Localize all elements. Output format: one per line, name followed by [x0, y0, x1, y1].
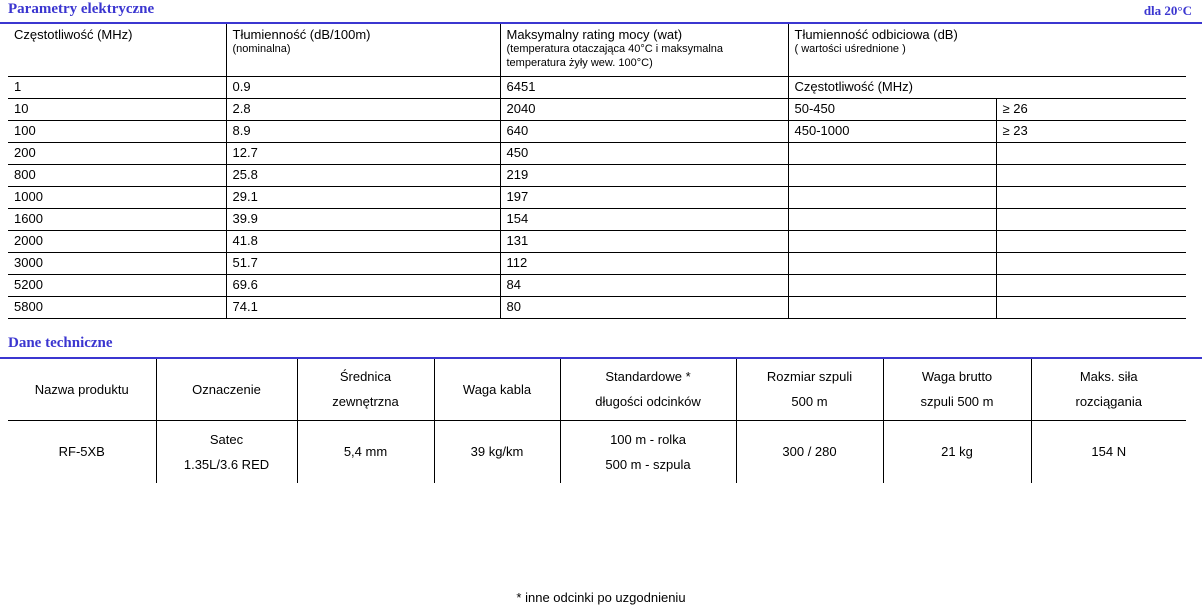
electrical-section-title: Parametry elektryczne [8, 1, 155, 17]
cell-return-loss-range [788, 208, 996, 230]
cell-frequency: 2000 [8, 230, 226, 252]
header-attenuation-sub: (nominalna) [232, 43, 291, 55]
cell-standard-lengths [560, 421, 736, 483]
header-outer-diameter-line1: Średnica [339, 369, 392, 385]
cell-attenuation: 2.8 [226, 98, 500, 120]
header-frequency [8, 24, 226, 76]
header-designation-line1: Oznaczenie [192, 381, 261, 397]
cell-cable-weight [434, 421, 560, 483]
cell-gross-weight-value: 21 kg [941, 444, 973, 460]
header-gross-weight-line1: Waga brutto [921, 369, 993, 385]
header-power-rating-sub1: (temperatura otaczająca 40°C i maksymalna [506, 43, 724, 55]
cell-attenuation: 0.9 [226, 76, 500, 98]
table-row [8, 230, 1186, 252]
header-attenuation [226, 24, 500, 76]
header-outer-diameter-line2: zewnętrzna [332, 394, 399, 410]
electrical-section-header [0, 0, 1202, 24]
header-power-rating-sub2: temperatura żyły wew. 100°C) [506, 57, 653, 69]
cell-power: 197 [500, 186, 788, 208]
cell-attenuation: 69.6 [226, 274, 500, 296]
table-row [8, 208, 1186, 230]
cell-frequency: 5200 [8, 274, 226, 296]
cell-attenuation: 41.8 [226, 230, 500, 252]
cell-spool-size [736, 421, 883, 483]
cell-return-loss-range [788, 252, 996, 274]
cell-max-tensile-value: 154 N [1091, 444, 1127, 460]
cell-cable-weight-value: 39 kg/km [470, 444, 524, 460]
cell-gross-weight [883, 421, 1031, 483]
header-max-tensile-line1: Maks. siła [1079, 369, 1138, 385]
table-row [8, 296, 1186, 318]
cell-designation-line1: Satec [209, 431, 244, 447]
cell-return-loss-range [788, 274, 996, 296]
cell-return-loss-range [788, 230, 996, 252]
technical-section-title: Dane techniczne [8, 334, 113, 351]
cell-attenuation: 8.9 [226, 120, 500, 142]
header-outer-diameter [297, 359, 434, 421]
cell-frequency: 1600 [8, 208, 226, 230]
electrical-parameters-table [8, 24, 1186, 319]
header-power-rating-label: Maksymalny rating mocy (wat) [506, 27, 683, 42]
table-row [8, 274, 1186, 296]
cell-frequency: 1000 [8, 186, 226, 208]
cell-frequency: 1 [8, 76, 226, 98]
cell-return-loss-value: ≥ 23 [996, 120, 1186, 142]
cell-return-loss-value [996, 142, 1186, 164]
cell-return-loss-value [996, 274, 1186, 296]
cell-attenuation: 12.7 [226, 142, 500, 164]
cell-return-loss-value [996, 296, 1186, 318]
header-return-loss-label: Tłumienność odbiciowa (dB) [794, 27, 958, 42]
cell-return-loss-range [788, 142, 996, 164]
header-standard-lengths [560, 359, 736, 421]
cell-frequency: 200 [8, 142, 226, 164]
cell-power: 131 [500, 230, 788, 252]
header-max-tensile-line2: rozciągania [1075, 394, 1142, 410]
table-row [8, 120, 1186, 142]
cell-return-loss-value [996, 252, 1186, 274]
cell-frequency: 100 [8, 120, 226, 142]
cell-attenuation: 51.7 [226, 252, 500, 274]
table-row [8, 76, 1186, 98]
cell-attenuation: 29.1 [226, 186, 500, 208]
cell-designation-line2: 1.35L/3.6 RED [183, 456, 270, 472]
cell-power: 6451 [500, 76, 788, 98]
cell-return-loss-range: 50-450 [788, 98, 996, 120]
technical-data-row [8, 421, 1186, 483]
header-spool-size-line1: Rozmiar szpuli [766, 369, 853, 385]
cell-outer-diameter [297, 421, 434, 483]
cell-power: 84 [500, 274, 788, 296]
cell-power: 640 [500, 120, 788, 142]
cell-power: 2040 [500, 98, 788, 120]
cell-return-loss-range [788, 296, 996, 318]
cell-attenuation: 25.8 [226, 164, 500, 186]
technical-header-row [8, 359, 1186, 421]
header-spool-size-line2: 500 m [791, 394, 828, 410]
table-row [8, 252, 1186, 274]
cell-return-loss-value [996, 186, 1186, 208]
cell-power: 112 [500, 252, 788, 274]
cell-return-loss-subheader: Częstotliwość (MHz) [788, 76, 1186, 98]
cell-return-loss-value [996, 230, 1186, 252]
electrical-section-temperature-note: dla 20°C [1143, 3, 1192, 18]
technical-data-table [8, 359, 1186, 483]
table-row [8, 142, 1186, 164]
cell-power: 219 [500, 164, 788, 186]
header-frequency-label: Częstotliwość (MHz) [14, 27, 133, 42]
header-product-name [8, 359, 156, 421]
header-designation [156, 359, 297, 421]
header-cable-weight [434, 359, 560, 421]
header-gross-weight-line2: szpuli 500 m [920, 394, 994, 410]
cell-product-name [8, 421, 156, 483]
cell-return-loss-value: ≥ 26 [996, 98, 1186, 120]
header-product-name-line1: Nazwa produktu [34, 381, 129, 397]
cell-return-loss-range [788, 164, 996, 186]
table-row [8, 186, 1186, 208]
cell-power: 154 [500, 208, 788, 230]
header-return-loss [788, 24, 1186, 76]
header-standard-lengths-line1: Standardowe * [605, 369, 691, 385]
header-attenuation-label: Tłumienność (dB/100m) [232, 27, 371, 42]
header-spool-size [736, 359, 883, 421]
header-power-rating [500, 24, 788, 76]
table-row [8, 98, 1186, 120]
header-max-tensile [1031, 359, 1186, 421]
cell-frequency: 800 [8, 164, 226, 186]
cell-product-name-line1: RF-5XB [58, 444, 105, 460]
cell-designation [156, 421, 297, 483]
cell-attenuation: 39.9 [226, 208, 500, 230]
cell-power: 80 [500, 296, 788, 318]
cell-frequency: 3000 [8, 252, 226, 274]
header-return-loss-sub: ( wartości uśrednione ) [794, 43, 906, 55]
cell-standard-lengths-line2: 500 m - szpula [605, 456, 691, 472]
cell-return-loss-range: 450-1000 [788, 120, 996, 142]
header-cable-weight-line1: Waga kabla [462, 381, 532, 397]
cell-frequency: 10 [8, 98, 226, 120]
technical-footnote: * inne odcinki po uzgodnieniu [516, 590, 686, 605]
header-gross-weight [883, 359, 1031, 421]
table-header-row [8, 24, 1186, 76]
cell-outer-diameter-value: 5,4 mm [343, 444, 388, 460]
header-standard-lengths-line2: długości odcinków [595, 394, 701, 410]
cell-spool-size-value: 300 / 280 [782, 444, 837, 460]
technical-section-header [0, 333, 1202, 359]
table-row [8, 164, 1186, 186]
cell-return-loss-value [996, 164, 1186, 186]
cell-return-loss-range [788, 186, 996, 208]
cell-power: 450 [500, 142, 788, 164]
cell-standard-lengths-line1: 100 m - rolka [610, 431, 686, 447]
cell-return-loss-value [996, 208, 1186, 230]
cell-frequency: 5800 [8, 296, 226, 318]
cell-attenuation: 74.1 [226, 296, 500, 318]
cell-max-tensile [1031, 421, 1186, 483]
